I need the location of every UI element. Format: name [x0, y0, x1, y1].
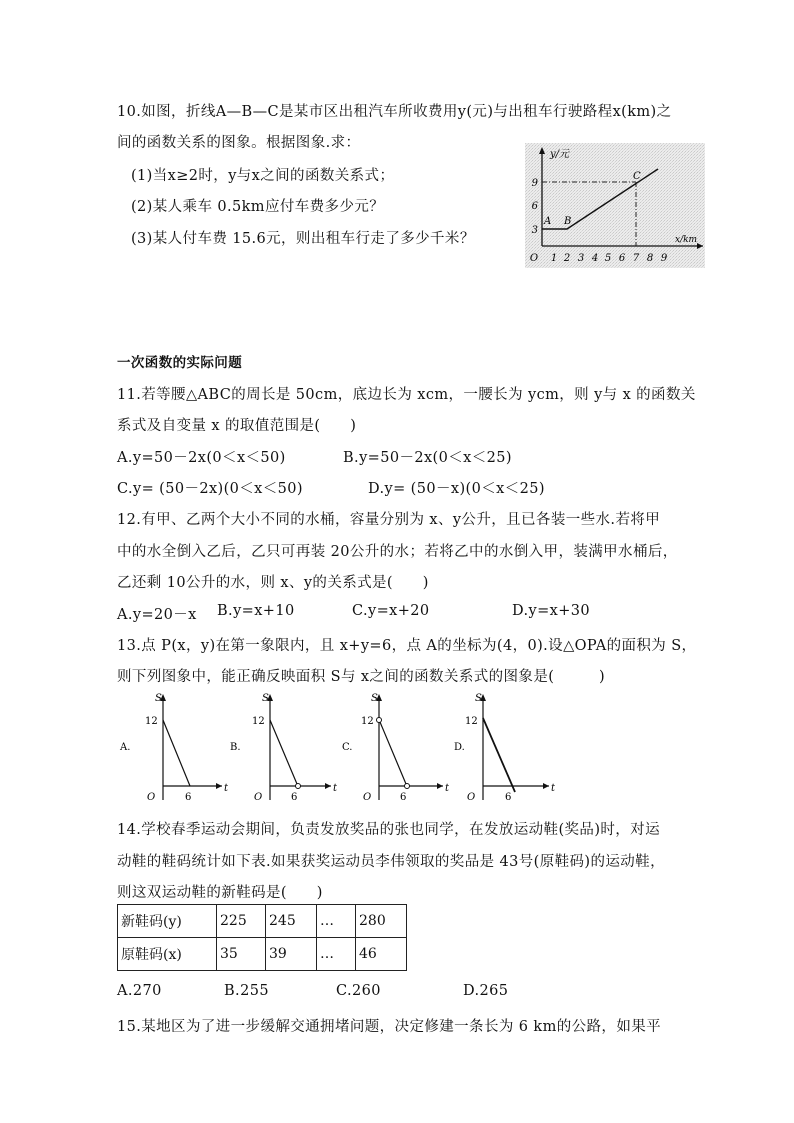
q12-text-line2: 中的水全倒入乙后，乙只可再装 20公升的水；若将乙中的水倒入甲，装满甲水桶后， — [117, 544, 678, 560]
q14-option-a: A.270 — [117, 983, 162, 999]
y-tick-9: 9 — [531, 178, 538, 189]
q13-graph-a — [117, 688, 227, 806]
s-label: S — [475, 693, 482, 704]
table-row-new-size — [118, 905, 407, 938]
x-tick-7: 7 — [632, 253, 640, 264]
t-axis-arrow — [325, 783, 331, 789]
y-tick-3: 3 — [531, 225, 538, 236]
t-axis-arrow — [216, 783, 222, 789]
t-axis-arrow — [543, 783, 549, 789]
origin-label: O — [467, 792, 476, 803]
graph-background — [525, 143, 705, 268]
option-a-label: A. — [120, 742, 131, 753]
q15-text-line1: 15.某地区为了进一步缓解交通拥堵问题，决定修建一条长为 6 km的公路，如果平 — [117, 1019, 662, 1035]
t-value-6: 6 — [505, 792, 512, 803]
q13-graph-c — [339, 688, 451, 806]
q11-option-d: D.y= (50－x)(0＜x＜25) — [368, 481, 545, 497]
x-tick-3: 3 — [577, 253, 585, 264]
q13-text-line2: 则下列图象中，能正确反映面积 S与 x之间的函数关系式的图象是( ) — [117, 669, 606, 685]
t-label: t — [333, 783, 338, 794]
x-tick-6: 6 — [618, 253, 626, 264]
q10-taxi-fare-graph — [525, 143, 705, 268]
shoe-size-table — [117, 904, 407, 971]
q14-option-b: B.255 — [224, 983, 269, 999]
q10-text-line2: 间的函数关系的图象。根据图象.求： — [117, 135, 361, 151]
table-cell: 46 — [356, 938, 407, 971]
table-cell-ellipsis: … — [317, 905, 356, 938]
x-tick-9: 9 — [660, 253, 668, 264]
s-value-12: 12 — [252, 716, 265, 727]
option-b-label: B. — [230, 742, 241, 753]
q12-option-c: C.y=x+20 — [352, 603, 430, 619]
t-value-6: 6 — [400, 792, 407, 803]
open-endpoint-t6 — [296, 784, 301, 789]
q14-text-line3: 则这双运动鞋的新鞋码是( ) — [117, 885, 323, 901]
q10-subquestion-1: (1)当x≥2时，y与x之间的函数关系式； — [131, 168, 395, 184]
s-value-12: 12 — [465, 716, 478, 727]
table-cell: 39 — [266, 938, 317, 971]
option-d-label: D. — [454, 742, 465, 753]
t-label: t — [551, 783, 556, 794]
q12-option-d: D.y=x+30 — [512, 603, 591, 619]
table-cell: 225 — [217, 905, 266, 938]
q14-option-c: C.260 — [336, 983, 381, 999]
table-cell-ellipsis: … — [317, 938, 356, 971]
section-heading: 一次函数的实际问题 — [117, 355, 243, 371]
q10-text-line1: 10.如图，折线A—B—C是某市区出租汽车所收费用y(元)与出租车行驶路程x(km)之 — [117, 104, 672, 120]
x-tick-4: 4 — [591, 253, 599, 264]
q12-text-line3: 乙还剩 10公升的水，则 x、y的关系式是( ) — [117, 575, 429, 591]
origin-label: O — [529, 253, 539, 264]
q12-text-line1: 12.有甲、乙两个大小不同的水桶，容量分别为 x、y公升，且已各装一些水.若将甲 — [117, 512, 661, 528]
area-function-line — [163, 720, 190, 786]
q10-subquestion-2: (2)某人乘车 0.5km应付车费多少元？ — [131, 199, 385, 215]
table-row-original-size — [118, 938, 407, 971]
x-tick-8: 8 — [646, 253, 654, 264]
q13-graph-d — [451, 688, 555, 806]
open-endpoint-t6 — [405, 784, 410, 789]
area-function-line — [380, 722, 406, 784]
option-c-label: C. — [342, 742, 353, 753]
q14-option-d: D.265 — [463, 983, 509, 999]
s-label: S — [155, 693, 162, 704]
s-value-12: 12 — [361, 716, 374, 727]
q13-text-line1: 13.点 P(x，y)在第一象限内，且 x+y=6，点 A的坐标为(4，0).设△OPA的面积为 S， — [117, 638, 697, 654]
t-label: t — [445, 783, 450, 794]
t-value-6: 6 — [291, 792, 298, 803]
q14-text-line1: 14.学校春季运动会期间，负责发放奖品的张也同学，在发放运动鞋(奖品)时，对运 — [117, 822, 660, 838]
area-function-line — [270, 720, 297, 784]
y-tick-6: 6 — [531, 201, 538, 212]
open-endpoint-s12 — [377, 718, 382, 723]
y-axis-label: y/元 — [550, 149, 570, 160]
x-tick-2: 2 — [563, 253, 571, 264]
q14-text-line2: 动鞋的鞋码统计如下表.如果获奖运动员李伟领取的奖品是 43号(原鞋码)的运动鞋， — [117, 854, 665, 870]
t-value-6: 6 — [185, 792, 192, 803]
x-axis-label: x/km — [675, 235, 698, 245]
table-cell-header: 新鞋码(y) — [118, 905, 217, 938]
q11-option-c: C.y= (50－2x)(0＜x＜50) — [117, 481, 303, 497]
q11-text-line1: 11.若等腰△ABC的周长是 50cm，底边长为 xcm，一腰长为 ycm，则 y与 x 的函数关 — [117, 387, 696, 403]
q10-subquestion-3: (3)某人付车费 15.6元，则出租车行走了多少千米？ — [131, 231, 475, 247]
q11-text-line2: 系式及自变量 x 的取值范围是( ) — [117, 418, 357, 434]
t-axis-arrow — [437, 783, 443, 789]
point-b-label: B — [564, 216, 572, 227]
x-tick-5: 5 — [604, 253, 612, 264]
table-cell: 280 — [356, 905, 407, 938]
table-cell-header: 原鞋码(x) — [118, 938, 217, 971]
s-value-12: 12 — [145, 716, 158, 727]
q13-graph-b — [227, 688, 339, 806]
origin-label: O — [147, 792, 156, 803]
q11-option-a: A.y=50－2x(0＜x＜50) — [117, 450, 286, 466]
s-label: S — [262, 693, 269, 704]
s-label: S — [371, 693, 378, 704]
x-tick-1: 1 — [550, 253, 558, 264]
q12-option-a: A.y=20－x — [117, 607, 197, 623]
origin-label: O — [363, 792, 372, 803]
table-cell: 245 — [266, 905, 317, 938]
q11-option-b: B.y=50－2x(0＜x＜25) — [343, 450, 512, 466]
point-c-label: C — [633, 171, 641, 182]
table-cell: 35 — [217, 938, 266, 971]
point-a-label: A — [544, 216, 552, 227]
origin-label: O — [254, 792, 263, 803]
q12-option-b: B.y=x+10 — [217, 603, 295, 619]
t-label: t — [224, 783, 229, 794]
area-function-line — [483, 718, 515, 792]
